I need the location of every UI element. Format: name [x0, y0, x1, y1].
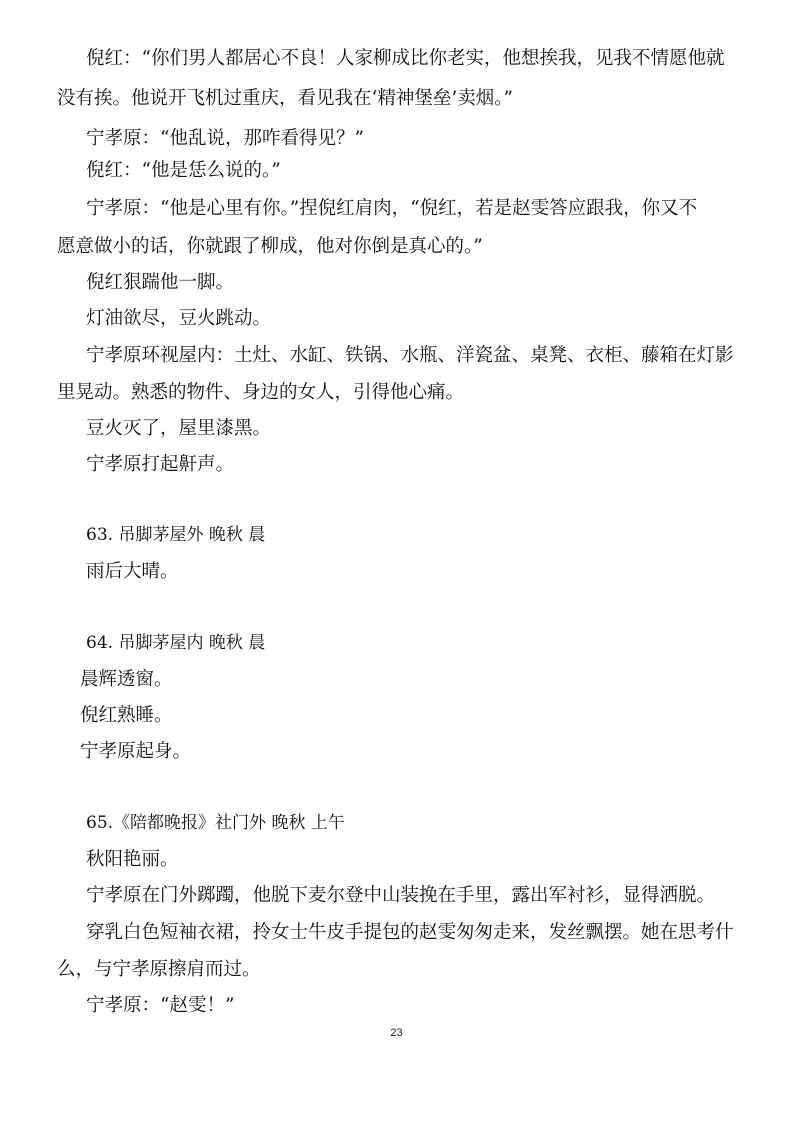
scene-heading: 64. 吊脚茅屋内 晚秋 晨 — [86, 633, 266, 653]
action-line: 豆火灭了，屋里漆黑。 — [86, 418, 272, 439]
action-line: 灯油欲尽，豆火跳动。 — [86, 308, 272, 329]
dialogue-line-continued: 没有挨。他说开飞机过重庆，看见我在‘精神堡垒’卖烟。” — [57, 88, 513, 109]
action-line: 倪红狠踹他一脚。 — [86, 272, 235, 293]
action-line-continued: 里晃动。熟悉的物件、身边的女人，引得他心痛。 — [57, 382, 465, 403]
action-line: 雨后大晴。 — [86, 561, 179, 582]
dialogue-line: 倪红：“他是恁么说的。” — [86, 160, 281, 181]
dialogue-line: 宁孝原：“赵雯！” — [86, 995, 235, 1016]
scene-heading: 65.《陪都晚报》社门外 晚秋 上午 — [86, 813, 345, 833]
dialogue-line: 宁孝原：“他是心里有你。”捏倪红肩肉，“倪红，若是赵雯答应跟我，你又不 — [86, 198, 698, 219]
action-line: 宁孝原起身。 — [80, 741, 192, 762]
action-line-continued: 么，与宁孝原擦肩而过。 — [57, 959, 261, 980]
action-line: 穿乳白色短袖衣裙，拎女士牛皮手提包的赵雯匆匆走来，发丝飘摆。她在思考什 — [86, 922, 734, 943]
page-number: 23 — [390, 1027, 403, 1039]
scene-heading: 63. 吊脚茅屋外 晚秋 晨 — [86, 525, 266, 545]
dialogue-line-continued: 愿意做小的话，你就跟了柳成，他对你倒是真心的。” — [57, 236, 483, 257]
action-line: 倪红熟睡。 — [80, 705, 173, 726]
action-line: 秋阳艳丽。 — [86, 849, 179, 870]
dialogue-line: 宁孝原：“他乱说，那咋看得见？” — [86, 128, 364, 149]
action-line: 宁孝原在门外踯躅，他脱下麦尔登中山装挽在手里，露出军衬衫，显得洒脱。 — [86, 885, 716, 906]
action-line: 晨辉透窗。 — [80, 669, 173, 690]
dialogue-line: 倪红：“你们男人都居心不良！人家柳成比你老实，他想挨我，见我不情愿他就 — [86, 48, 725, 69]
action-line: 宁孝原打起鼾声。 — [86, 454, 235, 475]
action-line: 宁孝原环视屋内：土灶、水缸、铁锅、水瓶、洋瓷盆、桌凳、衣柜、藤箱在灯影 — [86, 345, 734, 366]
